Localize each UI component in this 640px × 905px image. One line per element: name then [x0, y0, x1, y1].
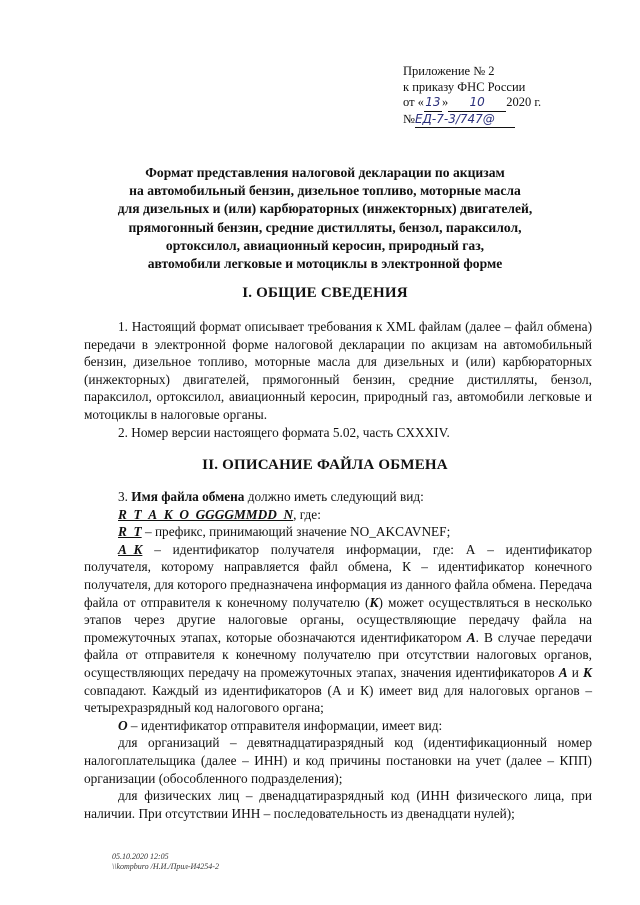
ak-k-2: К: [582, 664, 592, 680]
section-1-heading: I. ОБЩИЕ СВЕДЕНИЯ: [242, 285, 408, 301]
title-line-5: ортоксилол, авиационный керосин, природный газ,: [165, 237, 485, 253]
ak-definition: [84, 541, 592, 717]
date-year: 2020 г.: [506, 95, 542, 109]
appendix-block: [403, 64, 541, 128]
ak-text-4: совпадают. Каждый из идентификаторов (А и К) имеет вид для налоговых органов – четырехразрядный код налогового органа;: [84, 682, 592, 716]
pattern-code: R_T_A_K_O_GGGGMMDD_N: [118, 506, 294, 522]
section-2-heading: II. ОПИСАНИЕ ФАЙЛА ОБМЕНА: [202, 457, 448, 473]
title-line-2: на автомобильный бензин, дизельное топливо, моторные масла: [129, 183, 521, 199]
o-definition: [84, 717, 592, 735]
pattern-suffix: , где:: [293, 506, 321, 522]
date-prefix: от «: [403, 95, 424, 109]
order-number: ЕД-7-3/747@: [415, 112, 515, 129]
ak-a-1: А: [466, 629, 476, 645]
rt-code: R_T: [118, 524, 142, 540]
ak-k-1: К: [369, 594, 379, 610]
p3-rest: должно иметь следующий вид:: [244, 489, 424, 504]
title-line-1: Формат представления налоговой декларации по акцизам: [145, 165, 505, 180]
rt-definition: [84, 523, 592, 541]
ak-and: и: [567, 664, 583, 680]
appendix-line-2: к приказу ФНС России: [403, 79, 526, 94]
paragraph-3: [84, 488, 592, 506]
footer-stamp: [112, 852, 219, 872]
footer-line-2: \\kompburo /Н.И./Прил-И4254-2: [112, 862, 219, 871]
title-line-4: прямогонный бензин, средние дистилляты, бензол, параксилол,: [128, 219, 522, 235]
date-mid: »: [441, 95, 449, 109]
date-day: 13: [424, 95, 442, 112]
org-definition: для организаций – девятнадцатиразрядный код (идентификационный номер налогоплательщика (далее – ИНН) и код причины постановки на учет (далее – КПП) организации (обособленного подразделения);: [84, 735, 592, 786]
appendix-date: [403, 95, 541, 112]
paragraph-1: 1. Настоящий формат описывает требования к XML файлам (далее – файл обмена) передачи в электронной форме налоговой декларации по акцизам на автомобильный бензин, дизельное топливо, моторные масла для дизельных и (или) карбюраторных (инжекторных) двигателей, прямогонный бензин, средние дистилляты, бензол, параксилол, ортоксилол, авиационный керосин, природный газ, автомобили легковые и мотоциклы в налоговые органы.: [84, 319, 592, 422]
appendix-line-1: Приложение № 2: [403, 64, 495, 78]
ak-text-2: ) может осуществляться в несколько этапов через другие налоговые органы, осуществляющие передачу файла на промежуточных этапах, которые обозначаются идентификатором: [84, 594, 592, 645]
number-prefix: №: [403, 111, 415, 126]
section-2-body: [84, 488, 592, 822]
file-name-pattern: [84, 506, 592, 524]
individual-definition: для физических лиц – двенадцатиразрядный код (ИНН физического лица, при наличии. При отсутствии ИНН – последовательность из двенадцати нулей);: [84, 788, 592, 821]
rt-text: – префикс, принимающий значение NO_AKCAVNEF;: [141, 524, 451, 540]
title-line-3: для дизельных и (или) карбюраторных (инжекторных) двигателей,: [117, 201, 533, 217]
section-1-body: [84, 318, 592, 441]
o-text: – идентификатор отправителя информации, имеет вид:: [127, 717, 443, 733]
ak-text-3: . В случае передачи файла от отправителя к конечному получателю при отсутствии налоговых органов, осуществляющих передачу на промежуточных этапах, значения идентификаторов: [84, 629, 592, 680]
paragraph-2: 2. Номер версии настоящего формата 5.02, часть CXXXIV.: [118, 424, 450, 440]
p3-number: 3.: [118, 489, 132, 504]
o-code: O: [118, 717, 128, 733]
p3-bold-term: Имя файла обмена: [131, 489, 245, 504]
ak-a-2: А: [558, 664, 568, 680]
document-title: [60, 164, 590, 273]
footer-line-1: 05.10.2020 12:05: [112, 852, 169, 861]
ak-code: A_K: [118, 541, 143, 557]
ak-text-1: – идентификатор получателя информации, где: А – идентификатор получателя, которому направляется файл обмена, К – идентификатор конечного получателя, для которого предназначена информация из данного файла обмена. Передача файла от отправителя к конечному получателю (: [84, 541, 592, 610]
appendix-number: [403, 112, 541, 129]
date-month: 10: [448, 95, 506, 112]
title-line-6: автомобили легковые и мотоциклы в электронной форме: [147, 256, 503, 272]
